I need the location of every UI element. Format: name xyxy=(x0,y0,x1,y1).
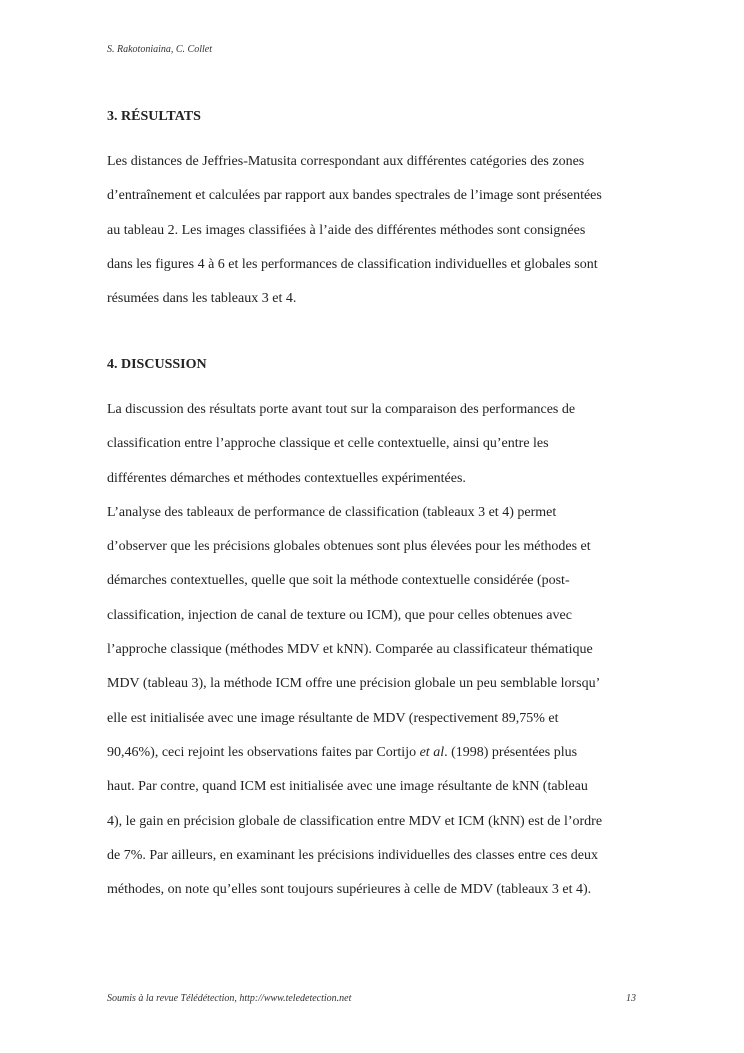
paragraph-line: MDV (tableau 3), la méthode ICM offre une précision globale un peu semblable lorsqu’ xyxy=(107,676,601,692)
citation-line xyxy=(107,736,647,770)
paragraph-line: différentes démarches et méthodes contextuelles expérimentées. xyxy=(107,470,466,486)
section-heading-results: 3. RÉSULTATS xyxy=(107,109,201,124)
paragraph-line: L’analyse des tableaux de performance de classification (tableaux 3 et 4) permet xyxy=(107,504,557,520)
paragraph-line: 4), le gain en précision globale de classification entre MDV et ICM (kNN) est de l’ordre xyxy=(107,813,603,829)
paragraph-line: de 7%. Par ailleurs, en examinant les précisions individuelles des classes entre ces deux xyxy=(107,847,599,863)
paragraph-line: méthodes, on note qu’elles sont toujours supérieures à celle de MDV (tableaux 3 et 4). xyxy=(107,882,592,898)
paragraph-line: d’entraînement et calculées par rapport aux bandes spectrales de l’image sont présentées xyxy=(107,188,602,204)
paragraph-line: Les distances de Jeffries-Matusita correspondant aux différentes catégories des zones xyxy=(107,154,585,169)
paragraph-line: au tableau 2. Les images classifiées à l’aide des différentes méthodes sont consignées xyxy=(107,222,586,238)
section-heading-discussion: 4. DISCUSSION xyxy=(107,357,207,372)
citation-text-before: 90,46%), ceci rejoint les observations faites par Cortijo xyxy=(107,744,420,760)
footer-page-number: 13 xyxy=(626,993,636,1004)
paragraph-line: classification entre l’approche classique et celle contextuelle, ainsi qu’entre les xyxy=(107,436,549,452)
paragraph-line: résumées dans les tableaux 3 et 4. xyxy=(107,291,297,307)
footer-journal: Soumis à la revue Télédétection, http://www.teledetection.net xyxy=(107,993,352,1004)
paragraph-line: dans les figures 4 à 6 et les performances de classification individuelles et globales sont xyxy=(107,256,598,272)
paragraph-line: classification, injection de canal de texture ou ICM), que pour celles obtenues avec xyxy=(107,607,572,623)
paragraph-line: haut. Par contre, quand ICM est initialisée avec une image résultante de kNN (tableau xyxy=(107,779,588,795)
paragraph-line: elle est initialisée avec une image résultante de MDV (respectivement 89,75% et xyxy=(107,710,559,726)
discussion-paragraph xyxy=(107,393,647,907)
citation-et-al: et al xyxy=(419,744,445,760)
section-discussion xyxy=(107,356,647,907)
paragraph-line: d’observer que les précisions globales obtenues sont plus élevées pour les méthodes et xyxy=(107,539,591,555)
section-results xyxy=(107,108,647,316)
paragraph-line: l’approche classique (méthodes MDV et kNN). Comparée au classificateur thématique xyxy=(107,642,593,658)
results-paragraph xyxy=(107,145,647,316)
citation-text-after: . (1998) présentées plus xyxy=(444,744,578,760)
running-header-authors: S. Rakotoniaina, C. Collet xyxy=(107,44,212,55)
paragraph-line: démarches contextuelles, quelle que soit la méthode contextuelle considérée (post- xyxy=(107,573,570,589)
paragraph-line: La discussion des résultats porte avant tout sur la comparaison des performances de xyxy=(107,402,576,417)
